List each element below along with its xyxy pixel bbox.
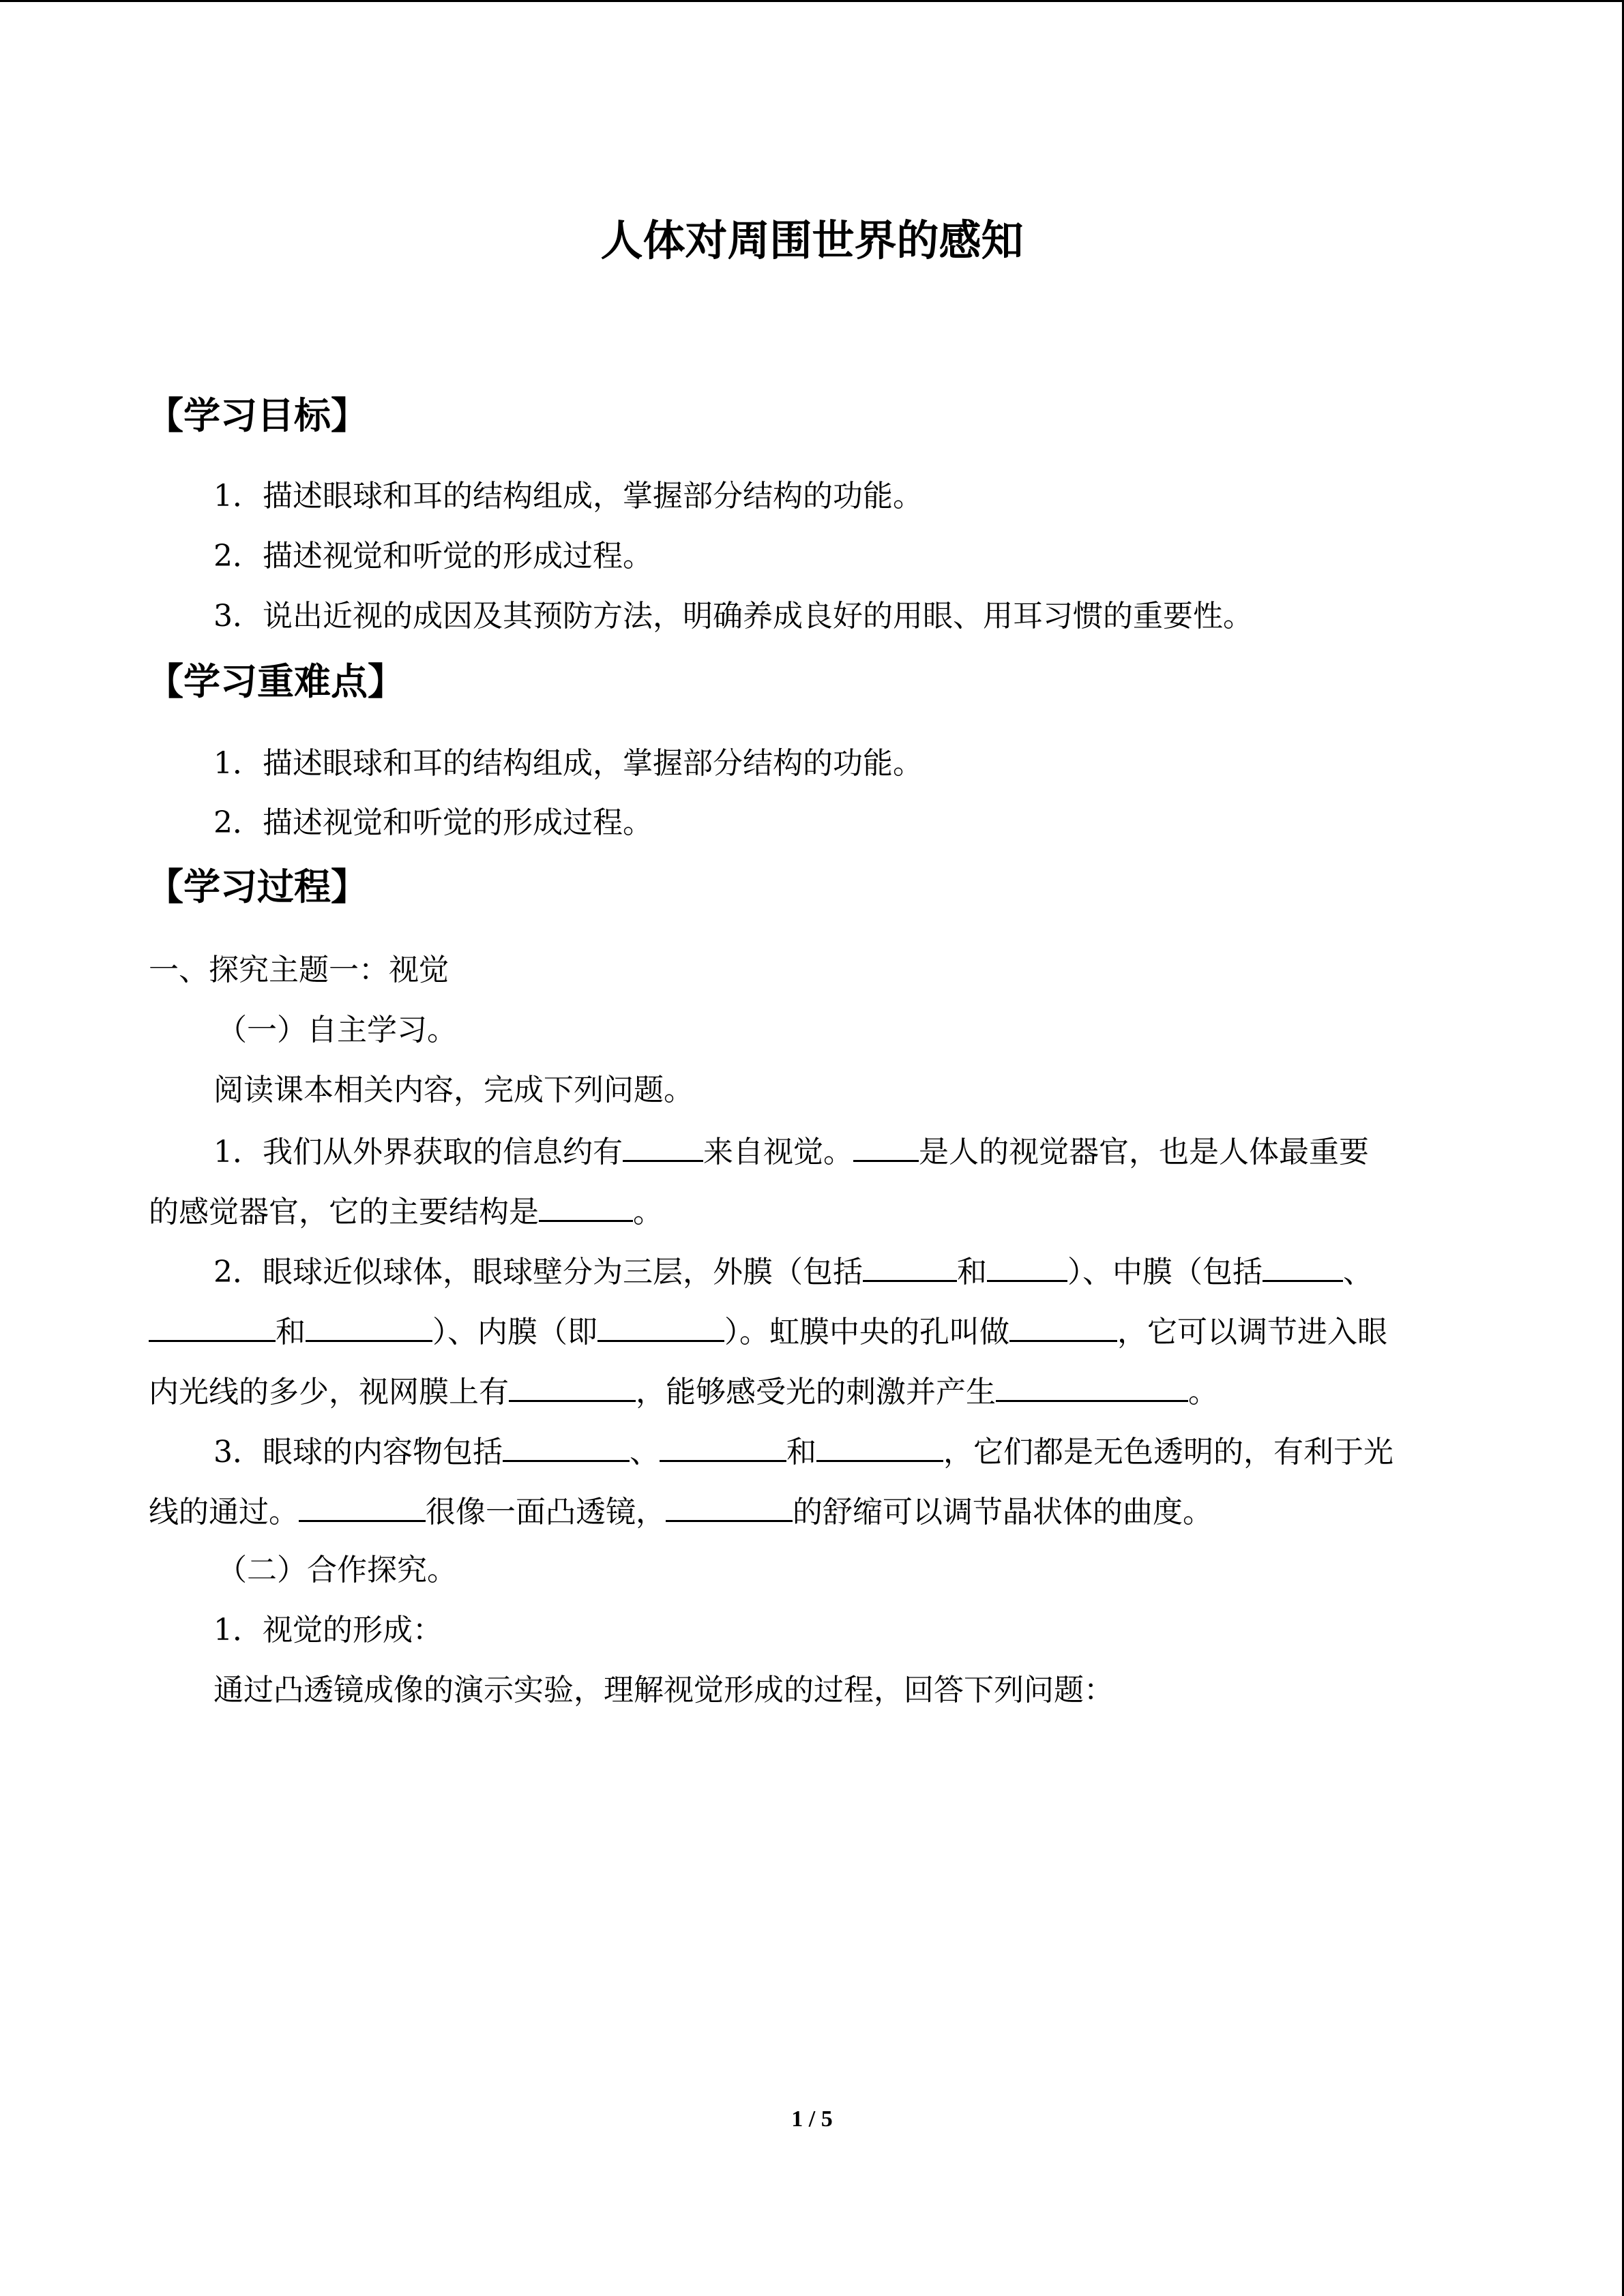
page-number: 1 / 5 <box>791 2106 833 2132</box>
answer-blank[interactable] <box>987 1250 1067 1282</box>
key-point-item: 2．描述视觉和听觉的形成过程。 <box>213 805 653 840</box>
question-3-line-2: 线的通过。 很像一面凸透镜， 的舒缩可以调节晶状体的曲度。 <box>149 1490 1213 1533</box>
answer-blank[interactable] <box>816 1430 943 1462</box>
question-2-line-3: 内光线的多少，视网膜上有 ，能够感受光的刺激并产生 。 <box>149 1370 1218 1413</box>
answer-blank[interactable] <box>597 1310 724 1342</box>
answer-blank[interactable] <box>660 1430 786 1462</box>
experiment-instruction: 通过凸透镜成像的演示实验，理解视觉形成的过程，回答下列问题： <box>213 1673 1114 1708</box>
instruction-text: 阅读课本相关内容，完成下列问题。 <box>213 1073 694 1107</box>
key-point-item: 1．描述眼球和耳的结构组成，掌握部分结构的功能。 <box>213 746 923 781</box>
answer-blank[interactable] <box>623 1130 703 1162</box>
process-heading: 【学习过程】 <box>147 865 368 908</box>
answer-blank[interactable] <box>149 1310 276 1342</box>
answer-blank[interactable] <box>1009 1310 1117 1342</box>
cooperative-label: （二）合作探究。 <box>217 1553 457 1587</box>
answer-blank[interactable] <box>666 1490 793 1522</box>
answer-blank[interactable] <box>853 1130 919 1162</box>
answer-blank[interactable] <box>503 1430 630 1462</box>
topic-heading: 一、探究主题一：视觉 <box>149 953 449 987</box>
answer-blank[interactable] <box>539 1190 633 1222</box>
answer-blank[interactable] <box>509 1370 636 1402</box>
objective-item: 3．说出近视的成因及其预防方法，明确养成良好的用眼、用耳习惯的重要性。 <box>213 599 1253 633</box>
question-1-line-2: 的感觉器官，它的主要结构是 。 <box>149 1190 663 1233</box>
document-title: 人体对周围世界的感知 <box>600 215 1024 265</box>
key-points-heading: 【学习重难点】 <box>147 660 404 703</box>
answer-blank[interactable] <box>1263 1250 1343 1282</box>
answer-blank[interactable] <box>863 1250 957 1282</box>
objectives-heading: 【学习目标】 <box>147 394 368 437</box>
question-2-line-1: 2．眼球近似球体，眼球壁分为三层，外膜（包括 和 ）、中膜（包括 、 <box>213 1250 1373 1293</box>
question-3-line-1: 3．眼球的内容物包括 、 和 ，它们都是无色透明的，有利于光 <box>213 1430 1393 1473</box>
question-2-line-2: 和 ）、内膜（即 ）。虹膜中央的孔叫做 ，它可以调节进入眼 <box>149 1310 1387 1353</box>
self-study-label: （一）自主学习。 <box>217 1013 457 1047</box>
question-1-line-1: 1．我们从外界获取的信息约有 来自视觉。 是人的视觉器官，也是人体最重要 <box>213 1130 1369 1173</box>
vision-formation-label: 1．视觉的形成： <box>213 1613 443 1648</box>
answer-blank[interactable] <box>996 1370 1188 1402</box>
answer-blank[interactable] <box>306 1310 432 1342</box>
objective-item: 1．描述眼球和耳的结构组成，掌握部分结构的功能。 <box>213 479 923 513</box>
answer-blank[interactable] <box>299 1490 426 1522</box>
objective-item: 2．描述视觉和听觉的形成过程。 <box>213 539 653 573</box>
